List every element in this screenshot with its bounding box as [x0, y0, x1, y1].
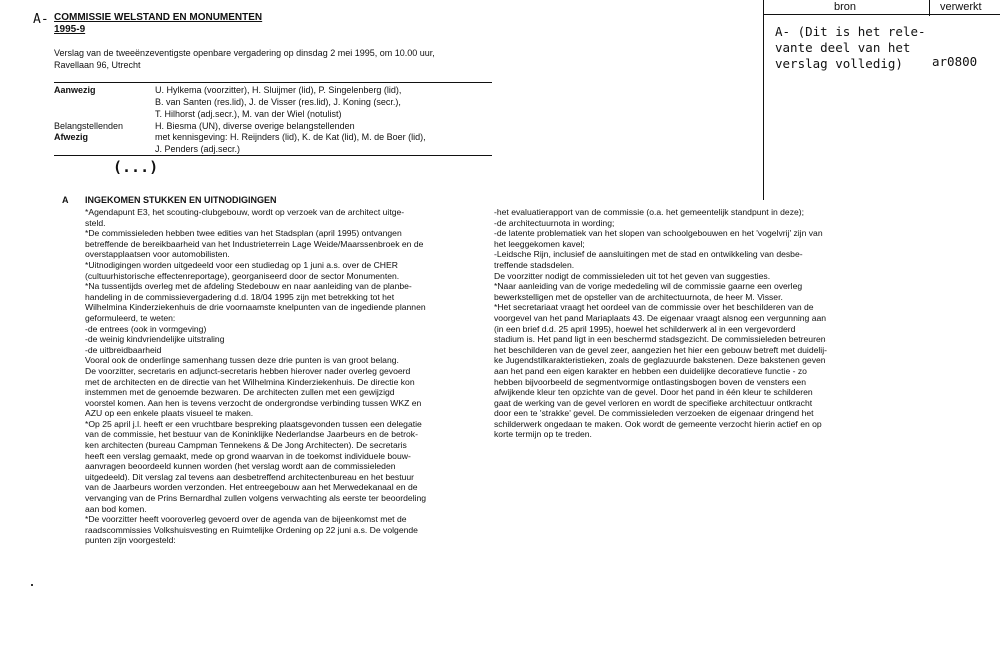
left-column-line: De voorzitter, secretaris en adjunct-secretaris hebben hierover nader overleg gevoerd	[85, 365, 411, 376]
left-column	[85, 207, 485, 546]
document-title: COMMISSIE WELSTAND EN MONUMENTEN	[54, 12, 263, 23]
margin-mark: A-	[33, 12, 49, 27]
omission-ellipsis: (...)	[113, 158, 159, 176]
right-column-line: -de architectuurnota in wording;	[494, 217, 615, 228]
right-column-line: door een te 'strakke' gevel. De commissieleden verzoeken de eigenaar dringend het	[494, 408, 814, 419]
document-number: 1995-9	[54, 24, 86, 35]
left-column-line: AZU op een enkele plaats visueel te maken.	[85, 408, 254, 419]
left-column-line: heeft een verslag gemaakt, mede op grond waarvan in de toekomst individuele bouw-	[85, 450, 411, 461]
right-column-line: hebben bijvoorbeeld de segmentvormige ontlastingsbogen boven de vensters een	[494, 376, 806, 387]
label-aanwezig: Aanwezig	[54, 85, 96, 95]
right-column-line: stadium is. Het pand ligt in een beschermd stadsgezicht. De commissieleden betreuren	[494, 334, 826, 345]
right-column-line: het leeggekomen kavel;	[494, 238, 585, 249]
bron-note-line-3: verslag volledig)	[775, 56, 903, 71]
left-column-line: voorstel komen. Aan hen is tevens verzocht de ondergrondse verbinding tussen WKZ en	[85, 397, 422, 408]
left-column-line: overstapplaatsen voor automobilisten.	[85, 249, 230, 260]
bron-note-line-2: vante deel van het	[775, 40, 911, 55]
scan-speck	[31, 584, 33, 586]
aanwezig-line-1: U. Hylkema (voorzitter), H. Sluijmer (lid), P. Singelenberg (lid),	[155, 85, 402, 95]
left-column-line: handeling in de commissievergadering d.d. 18/04 1995 zijn met betrekking tot het	[85, 291, 395, 302]
left-column-line: uitgedeeld). Dit verslag zal tevens aan desbetreffend architectenbureau en het bestuur	[85, 471, 415, 482]
bron-note-line-1: A- (Dit is het rele-	[775, 24, 926, 39]
left-column-line: (cultuurhistorische effectenreportage), georganiseerd door de sector Monumenten.	[85, 270, 400, 281]
left-column-line: met de architecten en de directie van het Wilhelmina Kinderziekenhuis. De directie kon	[85, 376, 415, 387]
left-column-line: -de uitbreidbaarheid	[85, 344, 162, 355]
left-column-line: *Na tussentijds overleg met de afdeling Stedebouw en naar aanleiding van de planbe-	[85, 281, 412, 292]
left-column-line: instemmen met de genoemde bezwaren. De architecten zullen met een gewijzigd	[85, 387, 395, 398]
right-column-line: voorgevel van het pand Mariaplaats 43. De eigenaar vraagt alsnog een vergunning aan	[494, 312, 827, 323]
left-column-line: raadscommissies Volkshuisvesting en Ruimtelijke Ordening op 22 juni a.s. De volgende	[85, 524, 418, 535]
right-column-line: -Leidsche Rijn, inclusief de aansluitingen met de stad en ontwikkeling van desbe-	[494, 249, 803, 260]
right-column-line: het beschilderen van de gevel zeer, aangezien het hier een gebouw betreft met duidelij-	[494, 344, 827, 355]
attendance-bottom-rule	[54, 155, 492, 156]
left-column-line: *Uitnodigingen worden uitgedeeld voor een studiedag op 1 juni a.s. over de CHER	[85, 259, 398, 270]
left-column-line: aan bod komen.	[85, 503, 147, 514]
right-column-line: ke Jugendstilkarakteristieken, zoals de geglazuurde bakstenen. Deze bakstenen geven	[494, 355, 826, 366]
left-column-line: *De voorzitter heeft vooroverleg gevoerd over de agenda van de bijeenkomst met de	[85, 514, 407, 525]
right-column-line: treffende stadsdelen.	[494, 259, 575, 270]
label-belangstellenden: Belangstellenden	[54, 121, 124, 131]
left-column-line: *De commissieleden hebben twee edities van het Stadsplan (april 1995) ontvangen	[85, 228, 402, 239]
left-column-line: betreffende de bereikbaarheid van het Industrieterrein Lage Weide/Maarssenbroek en de	[85, 238, 424, 249]
right-column-line: -de latente problematiek van het slopen van schoolgebouwen en het 'vogelvrij' zijn van	[494, 228, 823, 239]
left-column-line: van de commissie, het bestuur van de Koninklijke Nederlandse Jaarbeurs en de betrok-	[85, 429, 418, 440]
left-column-line: *Op 25 april j.l. heeft er een vruchtbare bespreking plaatsgevonden tussen een delegatie	[85, 418, 422, 429]
right-column-line: *Het secretariaat vraagt het oordeel van de commissie over het beschilderen van de	[494, 302, 814, 313]
right-column-line: De voorzitter nodigt de commissieleden uit tot het geven van suggesties.	[494, 270, 771, 281]
right-column-line: korte termijn op te treden.	[494, 429, 592, 440]
left-column-line: ken architecten (bureau Campman Tennekens & De Jong Architecten). De secretaris	[85, 440, 407, 451]
left-column-line: Vooral ook de onderlinge samenhang tussen deze drie punten is van groot belang.	[85, 355, 399, 366]
afwezig-line-1: met kennisgeving: H. Reijnders (lid), K. de Kat (lid), M. de Boer (lid),	[155, 132, 426, 142]
meeting-description-line-1: Verslag van de tweeënzeventigste openbare vergadering op dinsdag 2 mei 1995, om 10.00 uur,	[54, 48, 435, 58]
left-column-line: punten zijn voorgesteld:	[85, 535, 176, 546]
section-heading: INGEKOMEN STUKKEN EN UITNODIGINGEN	[85, 195, 277, 205]
left-column-line: van de Jaarbeurs worden verzonden. Het entreegebouw aan het Merwedekanaal en de	[85, 482, 418, 493]
left-column-line: vervanging van de Prins Bernardhal zullen volgens verwachting als eerste ter beoordeling	[85, 493, 427, 504]
left-column-line: geformuleerd, te weten:	[85, 312, 176, 323]
sidebar-header-rule	[763, 14, 1000, 15]
label-afwezig: Afwezig	[54, 132, 89, 142]
right-column-line: *Naar aanleiding van de vorige mededeling wil de commissie gaarne een overleg	[494, 281, 803, 292]
column-header-bron: bron	[834, 1, 857, 13]
belangstellenden-line-1: H. Biesma (UN), diverse overige belangstellenden	[155, 121, 355, 131]
column-header-verwerkt: verwerkt	[940, 1, 982, 13]
left-column-line: aanvragen beoordeeld kunnen worden (het verslag wordt aan de commissieleden	[85, 461, 396, 472]
right-column-line: afwijkende kleur ten opzichte van de gevel. Door het pand in één kleur te schilderen	[494, 387, 813, 398]
right-column-line: bewerkstelligen met de opsteller van de architectuurnota, de heer M. Visser.	[494, 291, 783, 302]
right-column	[494, 207, 864, 440]
left-column-line: Wilhelmina Kinderziekenhuis de drie voornaamste knelpunten van de ingediende plannen	[85, 302, 426, 313]
right-column-line: aan het pand een eigen karakter en hebben een duidelijke decoratieve functie - zo	[494, 365, 807, 376]
left-column-line: *Agendapunt E3, het scouting-clubgebouw, wordt op verzoek van de architect uitge-	[85, 207, 405, 217]
section-letter: A	[62, 195, 69, 205]
sidebar-column-divider	[929, 0, 930, 16]
afwezig-line-2: J. Penders (adj.secr.)	[155, 144, 241, 154]
right-column-line: (in een brief d.d. 25 april 1995), hoewel het schilderwerk al in een vergevorderd	[494, 323, 796, 334]
left-column-line: steld.	[85, 217, 106, 228]
left-column-line: -de entrees (ook in vormgeving)	[85, 323, 207, 334]
meeting-description-line-2: Ravellaan 96, Utrecht	[54, 60, 141, 70]
verwerkt-code: ar0800	[932, 54, 978, 69]
left-column-line: -de weinig kindvriendelijke uitstraling	[85, 334, 225, 345]
right-column-line: schilderwerk ongedaan te maken. Ook wordt de gemeente verzocht hierin actief en op	[494, 418, 822, 429]
aanwezig-line-2: B. van Santen (res.lid), J. de Visser (res.lid), J. Koning (secr.),	[155, 97, 401, 107]
right-column-line: gaat de werking van de gevel verloren en wordt de specifieke architectuur ontkracht	[494, 397, 813, 408]
right-column-line: -het evaluatierapport van de commissie (o.a. het gemeentelijk standpunt in deze);	[494, 207, 805, 217]
aanwezig-line-3: T. Hilhorst (adj.secr.), M. van der Wiel (notulist)	[155, 109, 342, 119]
sidebar-left-rule	[763, 0, 764, 200]
attendance-top-rule	[54, 82, 492, 83]
